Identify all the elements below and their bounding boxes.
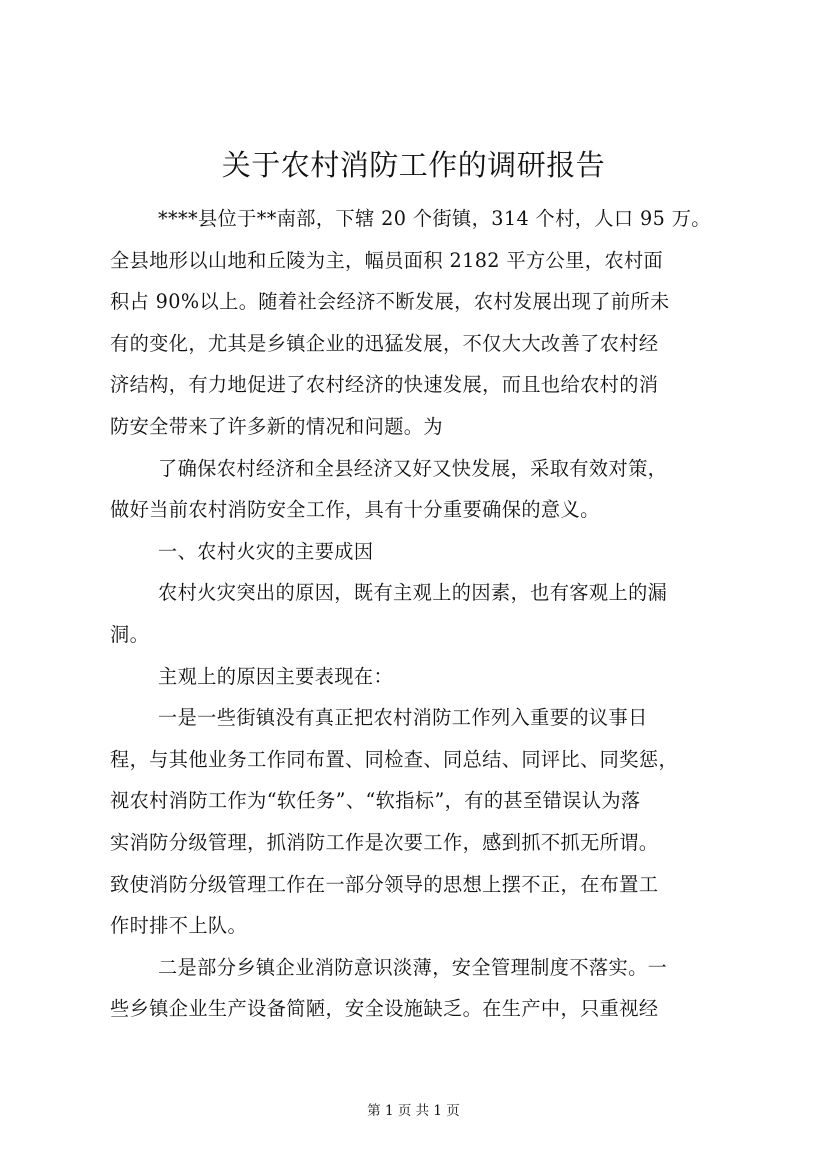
paragraph-intro	[110, 198, 750, 448]
text-line: 洞。	[110, 622, 150, 646]
text-line: 农村火灾突出的原因，既有主观上的因素，也有客观上的漏	[158, 581, 668, 605]
text-line: 主观上的原因主要表现在：	[158, 664, 394, 688]
text-line: ****县位于**南部，下辖 20 个街镇，314 个村，人口 95 万。	[158, 207, 711, 230]
text-line: 实消防分级管理，抓消防工作是次要工作，感到抓不抓无所谓。	[110, 830, 659, 854]
text-line: 些乡镇企业生产设备简陋，安全设施缺乏。在生产中，只重视经	[110, 997, 659, 1021]
text-line: 积占 90%以上。随着社会经济不断发展，农村发展出现了前所未	[110, 290, 670, 314]
paragraph-subjective	[110, 656, 750, 698]
text-line: 全县地形以山地和丘陵为主，幅员面积 2182 平方公里，农村面	[110, 248, 664, 272]
text-line: 济结构，有力地促进了农村经济的快速发展，而且也给农村的消	[110, 373, 659, 397]
section-heading	[110, 531, 750, 573]
text-line: 一、农村火灾的主要成因	[158, 539, 374, 563]
text-line: 视农村消防工作为“软任务”、“软指标”，有的甚至错误认为落	[110, 789, 641, 813]
paragraph-point-one	[110, 697, 750, 947]
text-line: 程，与其他业务工作同布置、同检查、同总结、同评比、同奖惩，	[110, 747, 679, 771]
text-line: 一是一些街镇没有真正把农村消防工作列入重要的议事日	[158, 706, 648, 730]
paragraph-causes	[110, 572, 750, 655]
document-title: 关于农村消防工作的调研报告	[221, 148, 606, 182]
text-line: 作时排不上队。	[110, 914, 248, 938]
document-body	[110, 198, 750, 1030]
paragraph-point-two	[110, 947, 750, 1030]
text-line: 有的变化，尤其是乡镇企业的迅猛发展，不仅大大改善了农村经	[110, 331, 659, 355]
text-line: 防安全带来了许多新的情况和问题。为	[110, 414, 443, 438]
text-line: 致使消防分级管理工作在一部分领导的思想上摆不正，在布置工	[110, 872, 659, 896]
text-line: 了确保农村经济和全县经济又好又快发展，采取有效对策，	[158, 456, 668, 480]
paragraph-purpose	[110, 448, 750, 531]
text-line: 做好当前农村消防安全工作，具有十分重要确保的意义。	[110, 498, 600, 522]
page-footer: 第 1 页 共 1 页	[367, 1103, 460, 1119]
text-line: 二是部分乡镇企业消防意识淡薄，安全管理制度不落实。一	[158, 955, 668, 979]
